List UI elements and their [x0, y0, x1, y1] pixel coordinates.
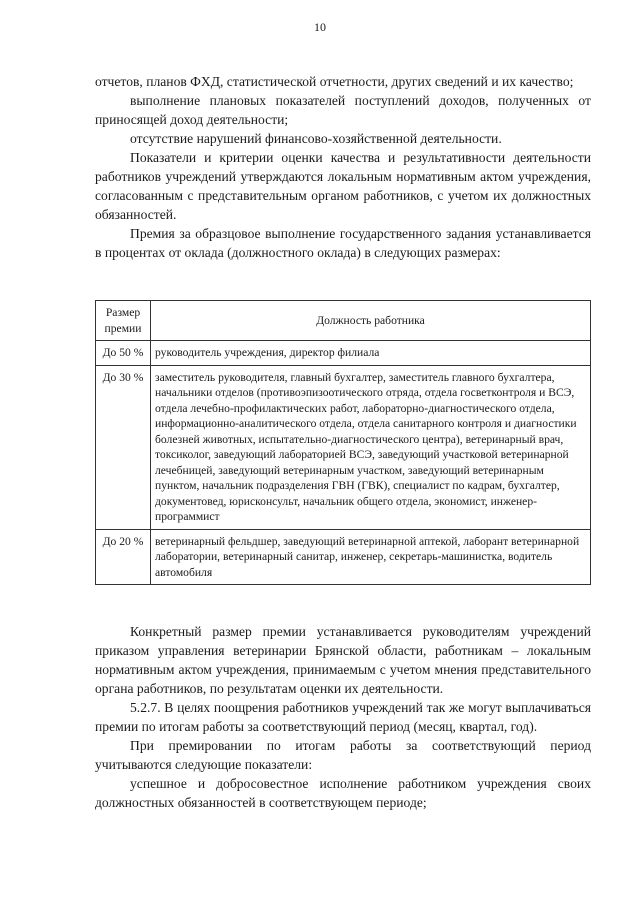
- body-text-top: [95, 72, 591, 262]
- header-position: Должность работника: [151, 301, 591, 341]
- paragraph: Премия за образцовое выполнение государственного задания устанавливается в процентах от оклада (должностного оклада) в следующих размерах:: [95, 226, 591, 260]
- paragraph: При премировании по итогам работы за соответствующий период учитываются следующие показатели:: [95, 738, 591, 772]
- position-cell: ветеринарный фельдшер, заведующий ветеринарной аптекой, лаборант ветеринарной лаборатории, ветеринарный санитар, инженер, секретарь-машинистка, водитель автомобиля: [151, 529, 591, 585]
- table-row: [96, 365, 591, 529]
- paragraph: 5.2.7. В целях поощрения работников учреждений так же могут выплачиваться премии по итогам работы за соответствующий период (месяц, квартал, год).: [95, 700, 591, 734]
- table-row: [96, 341, 591, 366]
- table-header-row: [96, 301, 591, 341]
- body-text-bottom: [95, 622, 591, 812]
- table-row: [96, 529, 591, 585]
- header-premium-size: Размер премии: [96, 301, 151, 341]
- premium-size-cell: До 50 %: [96, 341, 151, 366]
- position-cell: заместитель руководителя, главный бухгалтер, заместитель главного бухгалтера, начальники отделов (противоэпизоотического отряда, отдела госветконтроля и ВСЭ, отдела лечебно-профилактических работ, лабораторно-диагностического отдела, информационно-аналитического отдела, отдела санитарного контроля и диагностики болезней животных, испытательно-диагностического центра), ветеринарный врач, токсиколог, заведующий лабораторией ВСЭ, заведующий участковой ветеринарной лечебницей, заведующий ветеринарным участком, заведующий ветеринарным пунктом, начальник подразделения ГВН (ГВК), специалист по кадрам, бухгалтер, документовед, юрисконсульт, начальник общего отдела, экономист, инженер-программист: [151, 365, 591, 529]
- paragraph: успешное и добросовестное исполнение работником учреждения своих должностных обязанностей в соответствующем периоде;: [95, 776, 591, 810]
- premium-size-cell: До 30 %: [96, 365, 151, 529]
- paragraph: Конкретный размер премии устанавливается руководителям учреждений приказом управления ветеринарии Брянской области, работникам – локальным нормативным актом учреждения, принимаемым с учетом мнения представительного органа работников, по результатам оценки их деятельности.: [95, 624, 591, 696]
- paragraph: Показатели и критерии оценки качества и результативности деятельности работников учреждений утверждаются локальным нормативным актом учреждения, согласованным с представительным органом работников, с учетом их должностных обязанностей.: [95, 150, 591, 222]
- paragraph: отчетов, планов ФХД, статистической отчетности, других сведений и их качество;: [95, 74, 574, 89]
- paragraph: выполнение плановых показателей поступлений доходов, полученных от приносящей доход деятельности;: [95, 93, 591, 127]
- position-cell: руководитель учреждения, директор филиала: [151, 341, 591, 366]
- page-number: 10: [314, 20, 326, 34]
- paragraph: отсутствие нарушений финансово-хозяйственной деятельности.: [130, 131, 502, 146]
- premium-table: [95, 300, 591, 585]
- premium-size-cell: До 20 %: [96, 529, 151, 585]
